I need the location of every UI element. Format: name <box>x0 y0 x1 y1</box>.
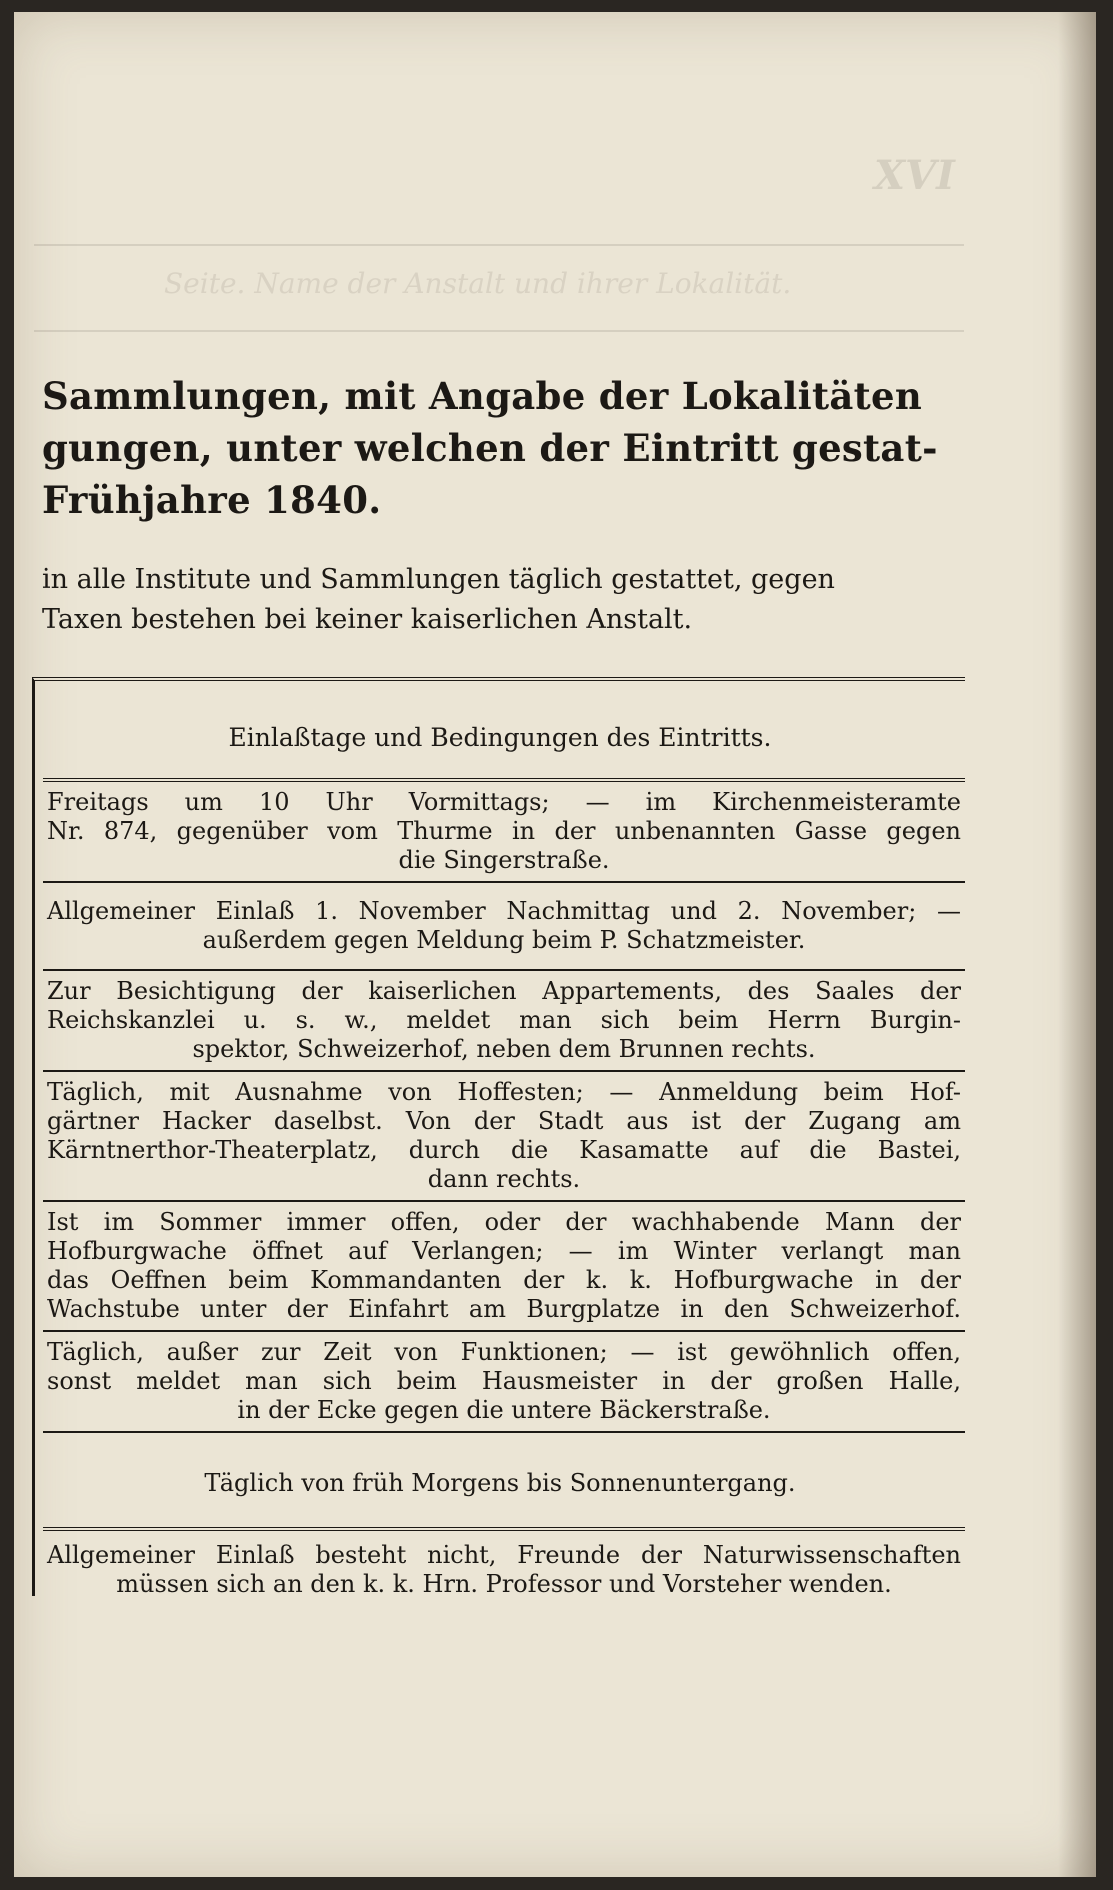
entry-line: Allgemeiner Einlaß besteht nicht, Freunde der Naturwissenschaften <box>47 1541 961 1569</box>
entry-line: außerdem gegen Meldung beim P. Schatzmeister. <box>202 926 806 954</box>
entry-line: Wachstube unter der Einfahrt am Burgplatze in den Schweizerhof. <box>47 1295 961 1323</box>
entry-line: das Oeffnen beim Kommandanten der k. k. Hofburgwache in der <box>47 1266 961 1294</box>
bleed-through-rule <box>34 330 964 332</box>
entry-line: dann rechts. <box>427 1165 581 1193</box>
table-row <box>35 1072 965 1200</box>
table-row <box>35 883 965 969</box>
entry-line: gärtner Hacker daselbst. Von der Stadt aus ist der Zugang am <box>47 1107 961 1135</box>
heading-line: Frühjahre 1840. <box>42 478 382 522</box>
intro-line: in alle Institute und Sammlungen täglich gestattet, gegen <box>42 564 835 595</box>
column-header: Einlaßtage und Bedingungen des Eintritts. <box>228 723 772 752</box>
page-edge-shadow <box>1058 12 1096 1877</box>
entry-line: müssen sich an den k. k. Hrn. Professor und Vorsteher wenden. <box>116 1570 892 1598</box>
intro-paragraph <box>42 560 962 640</box>
admission-table <box>32 677 965 1596</box>
heading-line: gungen, unter welchen der Eintritt gestat- <box>42 426 938 470</box>
entry-line: Freitags um 10 Uhr Vormittags; — im Kirchenmeisteramte <box>47 788 961 816</box>
table-row <box>35 1531 965 1605</box>
entry-line: Täglich, mit Ausnahme von Hoffesten; — Anmeldung beim Hof- <box>47 1078 961 1106</box>
bleed-through-page-mark: XVI <box>874 152 955 199</box>
table-row <box>35 782 965 881</box>
bleed-through-rule <box>34 244 964 246</box>
table-row: Täglich von früh Morgens bis Sonnenuntergang. <box>204 1469 796 1497</box>
entry-line: Zur Besichtigung der kaiserlichen Appartements, des Saales der <box>47 977 961 1005</box>
entry-line: in der Ecke gegen die untere Bäckerstraße. <box>237 1396 771 1424</box>
entry-line: Reichskanzlei u. s. w., meldet man sich beim Herrn Burgin- <box>47 1006 961 1034</box>
section-heading <box>42 370 962 526</box>
entry-line: spektor, Schweizerhof, neben dem Brunnen rechts. <box>192 1035 816 1063</box>
heading-line: Sammlungen, mit Angabe der Lokalitäten <box>42 374 923 418</box>
table-row <box>35 971 965 1070</box>
table-row <box>35 1202 965 1330</box>
bleed-through-header: Seite. Name der Anstalt und ihrer Lokalität. <box>164 267 792 300</box>
book-page <box>14 12 1096 1877</box>
entry-line: Kärntnerthor-Theaterplatz, durch die Kasamatte auf die Bastei, <box>47 1136 961 1164</box>
intro-line: Taxen bestehen bei keiner kaiserlichen Anstalt. <box>42 604 693 635</box>
entry-line: Hofburgwache öffnet auf Verlangen; — im Winter verlangt man <box>47 1237 961 1265</box>
entry-line: sonst meldet man sich beim Hausmeister in der großen Halle, <box>47 1367 961 1395</box>
table-row <box>35 1332 965 1431</box>
entry-line: Nr. 874, gegenüber vom Thurme in der unbenannten Gasse gegen <box>47 817 961 845</box>
entry-line: Allgemeiner Einlaß 1. November Nachmittag und 2. November; — <box>47 897 961 925</box>
entry-line: Ist im Sommer immer offen, oder der wachhabende Mann der <box>47 1208 961 1236</box>
entry-line: die Singerstraße. <box>398 846 610 874</box>
entry-line: Täglich, außer zur Zeit von Funktionen; — ist gewöhnlich offen, <box>47 1338 961 1366</box>
